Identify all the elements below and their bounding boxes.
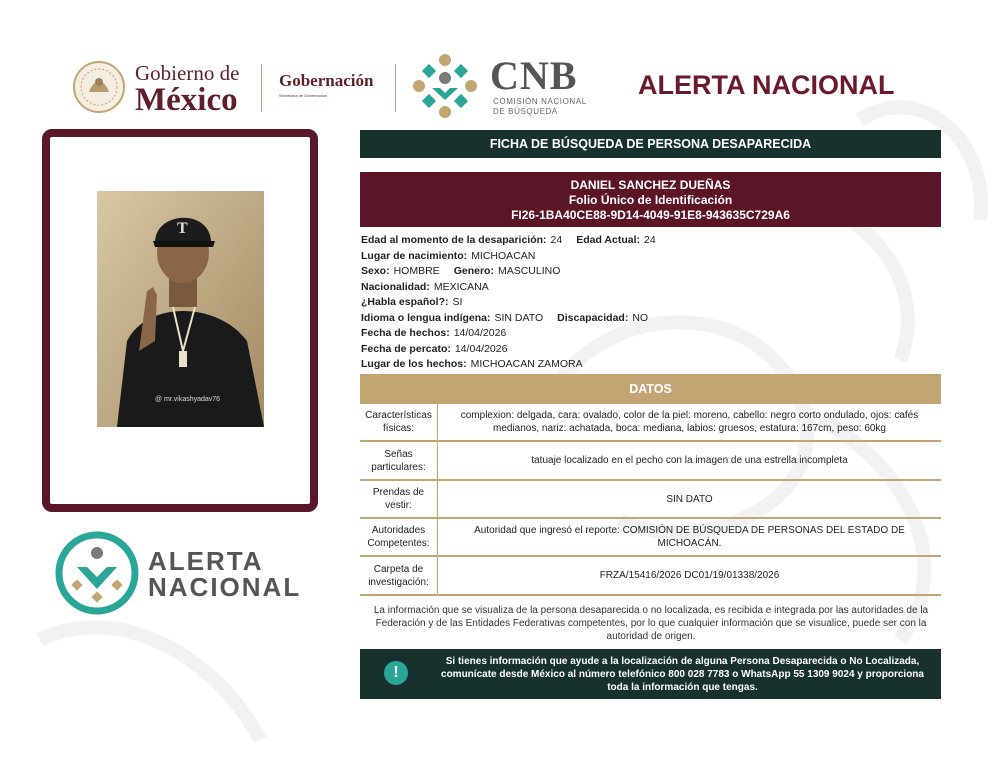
genero-label: Genero: bbox=[453, 265, 494, 277]
svg-text:T: T bbox=[177, 220, 188, 237]
row-label: Prendas de vestir: bbox=[360, 481, 438, 517]
cnb-subtitle-line1: COMISIÓN NACIONAL bbox=[493, 97, 587, 106]
contact-info-bar bbox=[360, 649, 941, 699]
edad-desaparicion-label: Edad al momento de la desaparición: bbox=[361, 234, 547, 246]
person-name-box bbox=[360, 172, 941, 227]
edad-actual-value: 24 bbox=[644, 234, 656, 246]
edad-actual-label: Edad Actual: bbox=[576, 234, 641, 246]
mexico-seal-icon bbox=[72, 60, 126, 114]
edad-desaparicion-value: 24 bbox=[550, 234, 563, 246]
row-label: Autoridades Competentes: bbox=[360, 519, 438, 555]
info-row-edad bbox=[361, 233, 656, 249]
cnb-subtitle-line2: DE BÚSQUEDA bbox=[493, 107, 558, 116]
row-value: SIN DATO bbox=[666, 493, 713, 505]
lugar-hechos-value: MICHOACAN ZAMORA bbox=[470, 358, 583, 370]
sexo-label: Sexo: bbox=[361, 265, 390, 277]
row-label: Carpeta de investigación: bbox=[360, 557, 438, 594]
ficha-title-bar: FICHA DE BÚSQUEDA DE PERSONA DESAPARECIDA bbox=[360, 130, 941, 158]
idioma-label: Idioma o lengua indígena: bbox=[361, 311, 491, 324]
contact-text: Si tienes información que ayude a la localización de alguna Persona Desaparecida o No Localizada, comunícate desde México al número telefónico 800 028 7783 o WhatsApp 55 1309 9024 y proporciona toda la información que tengas. bbox=[441, 656, 924, 693]
info-row-lugar-hechos bbox=[361, 357, 656, 373]
row-value: tatuaje localizado en el pecho con la imagen de una estrella incompleta bbox=[531, 455, 848, 466]
alerta-nacional-wordmark bbox=[148, 548, 301, 600]
nacionalidad-value: MEXICANA bbox=[433, 280, 489, 293]
idioma-value: SIN DATO bbox=[494, 311, 544, 324]
table-row bbox=[360, 557, 941, 596]
info-row-fecha-hechos bbox=[361, 326, 656, 342]
info-row-lugar-nacimiento bbox=[361, 249, 656, 265]
row-value: FRZA/15416/2026 DC01/19/01338/2026 bbox=[599, 570, 780, 581]
person-name: DANIEL SANCHEZ DUEÑAS bbox=[570, 178, 731, 192]
gobierno-de-mexico-logo bbox=[135, 62, 239, 116]
info-row-idioma bbox=[361, 311, 656, 327]
alerta-wordmark-line2: NACIONAL bbox=[148, 572, 302, 602]
folio-label: Folio Único de Identificación bbox=[568, 193, 733, 207]
fecha-hechos-value: 14/04/2026 bbox=[453, 327, 507, 339]
disclaimer-text: La información que se visualiza de la persona desaparecida o no localizada, es recibida e integrada por las autoridades de la Federación y de las Entidades Federativas competentes, por lo que cualquier información que se visualice, puede ser con la autoridad de origen. bbox=[373, 605, 929, 642]
row-value: Autoridad que ingresó el reporte: COMISIÓN DE BÚSQUEDA DE PERSONAS DEL ESTADO DE MICHOACÁN. bbox=[474, 525, 905, 549]
photo-watermark: @ mr.vikashyadav76 bbox=[155, 396, 221, 403]
table-row bbox=[360, 442, 941, 481]
header-divider bbox=[261, 64, 262, 112]
gobierno-line1: Gobierno de bbox=[135, 61, 240, 85]
row-label: Características físicas: bbox=[360, 404, 438, 440]
datos-title-bar: DATOS bbox=[360, 374, 941, 404]
exclamation-icon: ! bbox=[384, 661, 408, 685]
nacionalidad-label: Nacionalidad: bbox=[361, 280, 430, 293]
alerta-wordmark-line1: ALERTA bbox=[148, 546, 264, 576]
gobernacion-logo: Gobernación bbox=[279, 71, 374, 90]
table-row bbox=[360, 481, 941, 519]
info-row-fecha-percato bbox=[361, 342, 656, 358]
row-value: complexion: delgada, cara: ovalado, color de la piel: moreno, cabello: negro corto ondulado, ojos: cafés medianos, nariz: achatada, boca: mediana, labios: gruesos, estatura: 167cm, peso: 60kg bbox=[460, 410, 919, 434]
genero-value: MASCULINO bbox=[497, 265, 561, 277]
person-info bbox=[361, 233, 656, 373]
gobierno-line2: México bbox=[135, 82, 238, 118]
sexo-value: HOMBRE bbox=[393, 265, 440, 277]
habla-label: ¿Habla español?: bbox=[361, 296, 449, 308]
person-photo-image bbox=[97, 191, 264, 427]
missing-person-photo bbox=[97, 191, 264, 427]
row-label: Señas particulares: bbox=[360, 442, 438, 479]
header-divider bbox=[395, 64, 396, 112]
datos-table bbox=[360, 404, 941, 596]
fecha-hechos-label: Fecha de hechos: bbox=[361, 327, 450, 339]
fecha-percato-label: Fecha de percato: bbox=[361, 342, 451, 355]
info-row-nacionalidad bbox=[361, 280, 656, 296]
lugar-nacimiento-label: Lugar de nacimiento: bbox=[361, 249, 468, 262]
table-row bbox=[360, 519, 941, 557]
discapacidad-label: Discapacidad: bbox=[557, 311, 629, 324]
alerta-nacional-logo-icon bbox=[55, 531, 139, 615]
gobernacion-subtitle: Secretaría de Gobernación bbox=[279, 93, 328, 98]
info-row-sexo bbox=[361, 264, 656, 280]
table-row bbox=[360, 404, 941, 442]
info-row-habla bbox=[361, 295, 656, 311]
cnb-wordmark: CNB bbox=[490, 53, 578, 98]
habla-value: SI bbox=[452, 296, 463, 308]
alerta-nacional-title: ALERTA NACIONAL bbox=[638, 70, 895, 100]
lugar-nacimiento-value: MICHOACAN bbox=[471, 249, 536, 262]
discapacidad-value: NO bbox=[632, 311, 649, 324]
fecha-percato-value: 14/04/2026 bbox=[454, 342, 508, 355]
cnb-subtitle bbox=[493, 97, 587, 117]
cnb-logo-icon bbox=[410, 50, 480, 122]
folio-number: FI26-1BA40CE88-9D14-4049-91E8-943635C729A6 bbox=[511, 208, 790, 222]
lugar-hechos-label: Lugar de los hechos: bbox=[361, 358, 467, 370]
